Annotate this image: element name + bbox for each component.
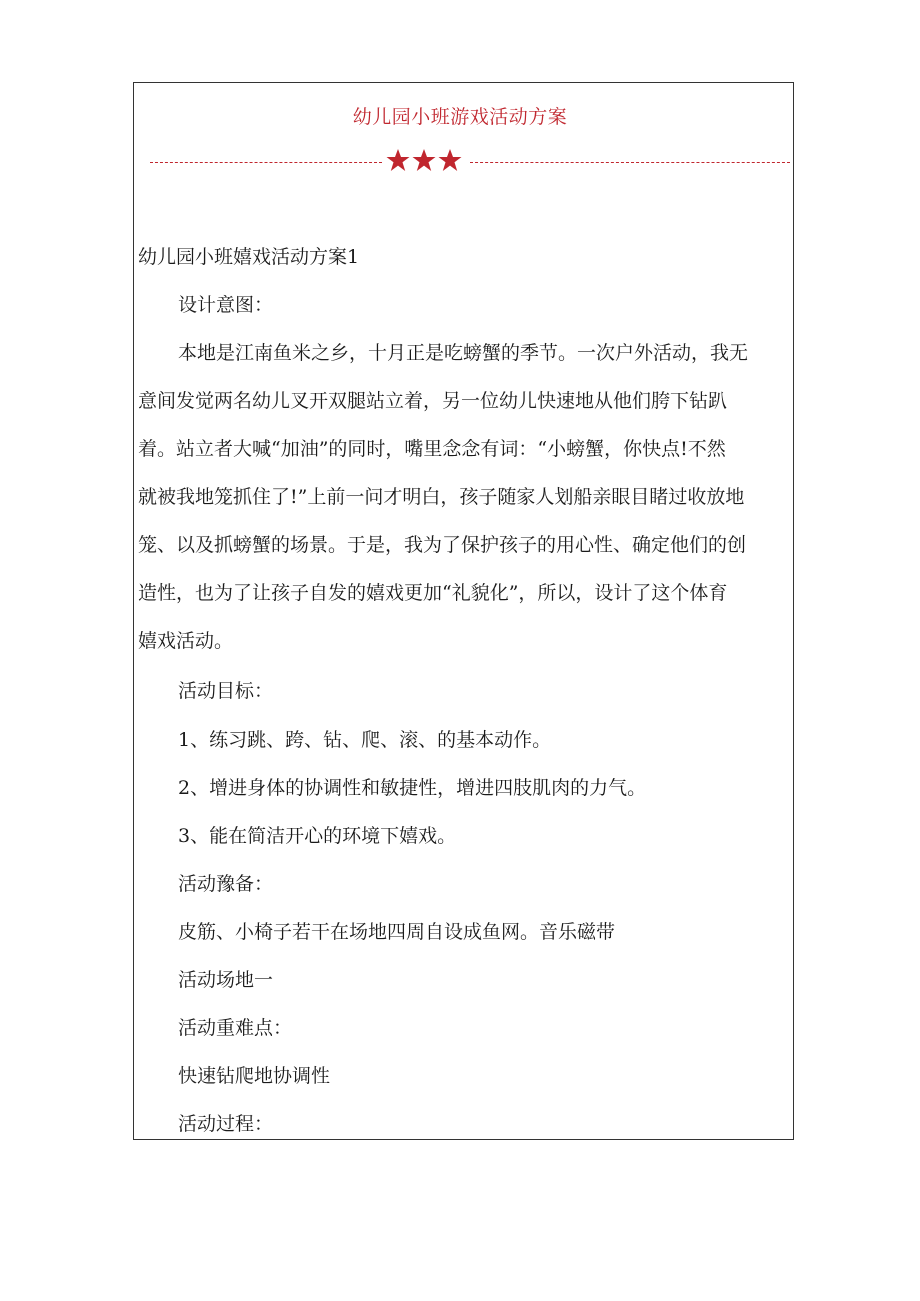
design-intent-label: 设计意图：: [178, 294, 274, 316]
paragraph-line: 意间发觉两名幼儿叉开双腿站立着，另一位幼儿快速地从他们胯下钻趴: [138, 390, 728, 412]
goal-item: 1、练习跳、跨、钻、爬、滚、的基本动作。: [178, 729, 552, 751]
title-divider-right: [470, 162, 790, 163]
paragraph-line: 笼、以及抓螃蟹的场景。于是，我为了保护孩子的用心性、确定他们的创: [138, 534, 747, 556]
document-title: 幼儿园小班游戏活动方案: [352, 106, 568, 128]
paragraph-line: 造性，也为了让孩子自发的嬉戏更加“礼貌化”，所以，设计了这个体育: [138, 582, 728, 604]
key-points-label: 活动重难点：: [178, 1017, 293, 1039]
section-heading: 幼儿园小班嬉戏活动方案1: [138, 246, 360, 268]
paragraph-line: 着。站立者大喊“加油”的同时，嘴里念念有词：“小螃蟹，你快点!不然: [138, 438, 726, 460]
paragraph-line: 嬉戏活动。: [138, 630, 234, 652]
prep-text: 皮筋、小椅子若干在场地四周自设成鱼网。音乐磁带: [178, 921, 616, 943]
paragraph-line: 就被我地笼抓住了!”上前一问才明白，孩子随家人划船亲眼目睹过收放地: [138, 486, 745, 508]
design-intent-paragraph: [138, 341, 798, 677]
key-points-text: 快速钻爬地协调性: [178, 1065, 331, 1087]
venue-label: 活动场地一: [178, 969, 274, 991]
star-icon: [412, 148, 436, 172]
process-label: 活动过程：: [178, 1113, 274, 1135]
star-icon: [386, 148, 410, 172]
goal-item: 3、能在简洁开心的环境下嬉戏。: [178, 825, 457, 847]
title-stars: [384, 148, 464, 176]
title-divider-left: [150, 162, 382, 163]
goal-item: 2、增进身体的协调性和敏捷性，增进四肢肌肉的力气。: [178, 777, 647, 799]
star-icon: [438, 148, 462, 172]
paragraph-line: 本地是江南鱼米之乡，十月正是吃螃蟹的季节。一次户外活动，我无: [178, 342, 749, 364]
goals-label: 活动目标：: [178, 680, 274, 702]
prep-label: 活动豫备：: [178, 873, 274, 895]
